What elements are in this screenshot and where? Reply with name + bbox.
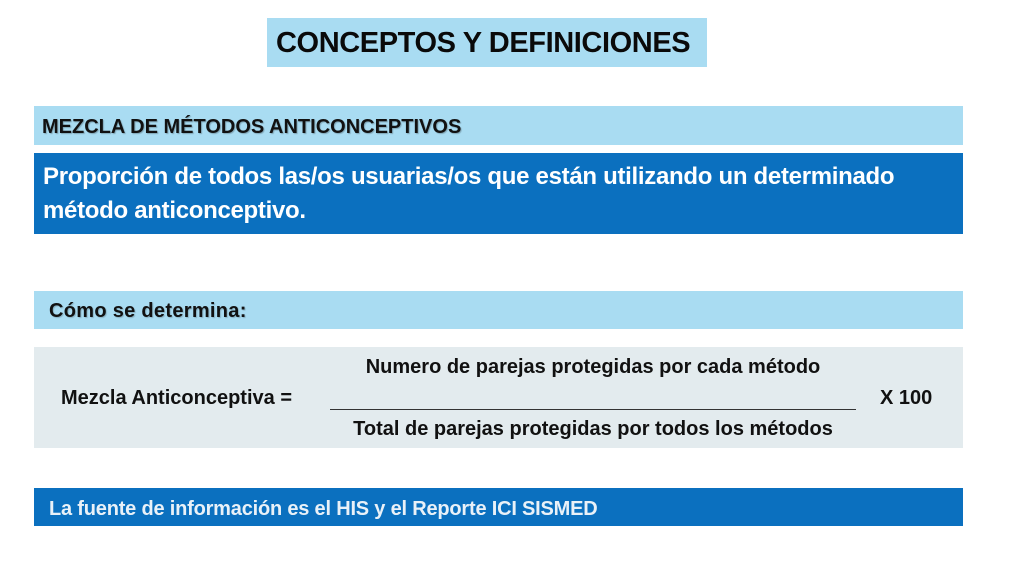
- definition-text: Proporción de todos las/os usuarias/os que están utilizando un determinado método anticonceptivo.: [34, 153, 963, 234]
- formula-denominator: Total de parejas protegidas por todos los métodos: [353, 418, 833, 440]
- section-heading: MEZCLA DE MÉTODOS ANTICONCEPTIVOS: [34, 106, 963, 145]
- source-note: La fuente de información es el HIS y el Reporte ICI SISMED: [34, 488, 963, 526]
- formula-numerator: Numero de parejas protegidas por cada método: [365, 356, 821, 378]
- how-heading: Cómo se determina:: [34, 291, 963, 329]
- fraction-line: [330, 409, 856, 410]
- formula-box: [34, 347, 963, 448]
- formula-multiplier: X 100: [880, 387, 933, 409]
- formula-lhs: Mezcla Anticonceptiva =: [61, 387, 292, 409]
- page-title: CONCEPTOS Y DEFINICIONES: [267, 18, 707, 67]
